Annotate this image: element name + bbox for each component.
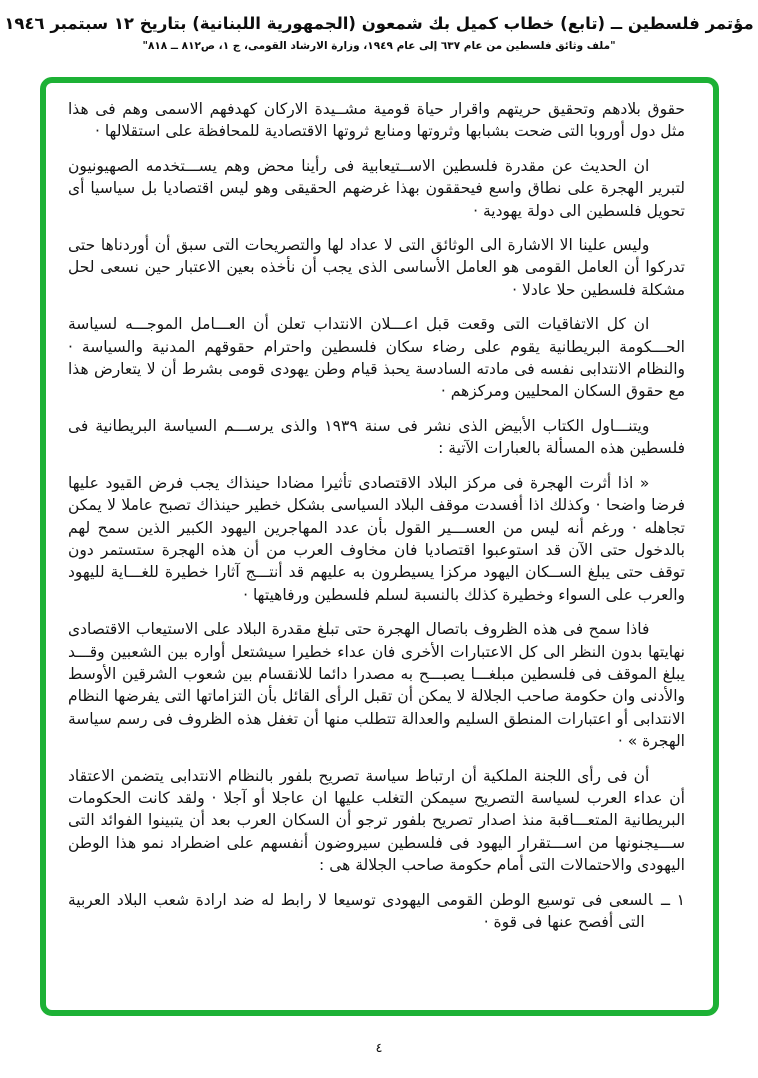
paragraph: ويتنـــاول الكتاب الأبيض الذى نشر فى سنة ١٩٣٩ والذى يرســـم السياسة البريطانية فى فلسطين هذه المسألة بالعبارات الآتية : <box>68 416 685 458</box>
page-footer <box>0 1041 758 1056</box>
paragraph: أن فى رأى اللجنة الملكية أن ارتباط سياسة تصريح بلفور بالنظام الانتدابى يتضمن الاعتقاد أن عداء العرب لسياسة التصريح سيمكن التغلب عليها ان عاجلا أو آجلا · ولقد كانت الحكومات البريطانية المتعـــاقبة منذ اصدار تصريح بلفور ترجو أن السكان العرب بعد أن يتبينوا الفوائد التى ســـيجنونها من اســـتقرار اليهود فى فلسطين سيروضون أنفسهم على اضطراد نمو هذا الوطن اليهودى والاحتمالات التى أمام حكومة صاحب الجلالة هى : <box>68 766 685 875</box>
paragraph: ان كل الاتفاقيات التى وقعت قبل اعـــلان الانتداب تعلن أن العـــامل الموجـــه لسياسة الحـــكومة البريطانية يقوم على رضاء سكان فلسطين واحترام حقوقهم المدنية والسياسة · والنظام الانتدابى نفسه فى مادته السادسة يحبذ قيام وطن يهودى قومى بشرط أن لا يتعارض هذا مع حقوق السكان المحليين ومركزهم · <box>68 315 685 401</box>
page-header <box>0 12 758 52</box>
paragraph: وليس علينا الا الاشارة الى الوثائق التى لا عداد لها والتصريحات التى سبق أن أوردناها حتى تدركوا أن العامل القومى هو العامل الأساسى الذى يجب أن نأخذه بعين الاعتبار حين نسعى لحل مشكلة فلسطين حلا عادلا · <box>68 236 685 299</box>
paragraph: حقوق بلادهم وتحقيق حريتهم واقرار حياة قومية مشــيدة الاركان كهدفهم الاسمى وهم فى هذا مثل دول أوروبا التى ضحت بشبابها وثروتها ومنابع ثروتها الاقتصادية للمحافظة على استقلالها · <box>68 100 685 141</box>
paragraph: ان الحديث عن مقدرة فلسطين الاســتيعابية فى رأينا محض وهم يســـتخدمه الصهيونيون لتبرير الهجرة على نطاق واسع فيحققون بهذا غرضهم الحقيقى وهو ليس اقتصاديا بل سياسيا أى تحويل فلسطين الى دولة يهودية · <box>68 156 685 220</box>
page-number: ٤ <box>375 1041 383 1056</box>
document-text-body <box>68 98 685 1006</box>
page-title: مؤتمر فلسطين ــ (تابع) خطاب كميل بك شمعون (الجمهورية اللبنانية) بتاريخ ١٢ سبتمبر ١٩٤٦ <box>4 14 754 33</box>
list-item-text: السعى فى توسيع الوطن القومى اليهودى توسيعا لا رابط له ضد ارادة شعب البلاد العربية التى أفصح عنها فى قوة · <box>68 890 653 931</box>
source-citation: "ملف وثائق فلسطين من عام ٦٣٧ إلى عام ١٩٤٩، وزارة الارشاد القومى، ج ١، ص٨١٢ ــ ٨١٨" <box>142 40 616 53</box>
green-border-frame <box>40 77 719 1016</box>
paragraph-quote: « اذا أثرت الهجرة فى مركز البلاد الاقتصادى تأثيرا مضادا حينذاك يجب فرض القيود عليها فرضا واضحا · وكذلك اذا أفسدت موقف البلاد السياسى بشكل خطير حينذاك تصبح عاملا لا يمكن تجاهله · ورغم أنه ليس من العســـير القول بأن عدد المهاجرين اليهود الكبير الذين سمح لهم بالدخول حتى الآن قد استوعبوا اقتصاديا فان مخاوف العرب من أن هذه الهجرة ستستمر دون توقف حتى يبلغ الســكان اليهود مركزا يسيطرون به عليهم قد أنتـــج آثارا خطيرة للغـــاية لليهود والعرب على السواء وخطيرة كذلك بالنسبة لسلم فلسطين ورفاهيتها · <box>68 473 685 604</box>
numbered-list-item <box>68 889 685 934</box>
paragraph-quote: فاذا سمح فى هذه الظروف باتصال الهجرة حتى تبلغ مقدرة البلاد على الاستيعاب الاقتصادى نهايتها بدون النظر الى كل الاعتبارات الأخرى فان عداء خطيرا سيشتعل أواره بين الشعبين وقـــد يبلغ الموقف فى فلسطين مبلغـــا يصبـــح به مصدرا دائما للانقسام بين شعوب الشرقين الأوسط والأدنى وان حكومة صاحب الجلالة لا يمكن أن تقبل الرأى القائل بأن التزاماتها التى يفرضها النظام الانتدابى أو اعتبارات المنطق السليم والعدالة تتطلب منها أن تغفل هذه الظروف فى رسم سياسة الهجرة » · <box>68 620 685 751</box>
list-item-number: ١ ــ <box>661 890 685 909</box>
